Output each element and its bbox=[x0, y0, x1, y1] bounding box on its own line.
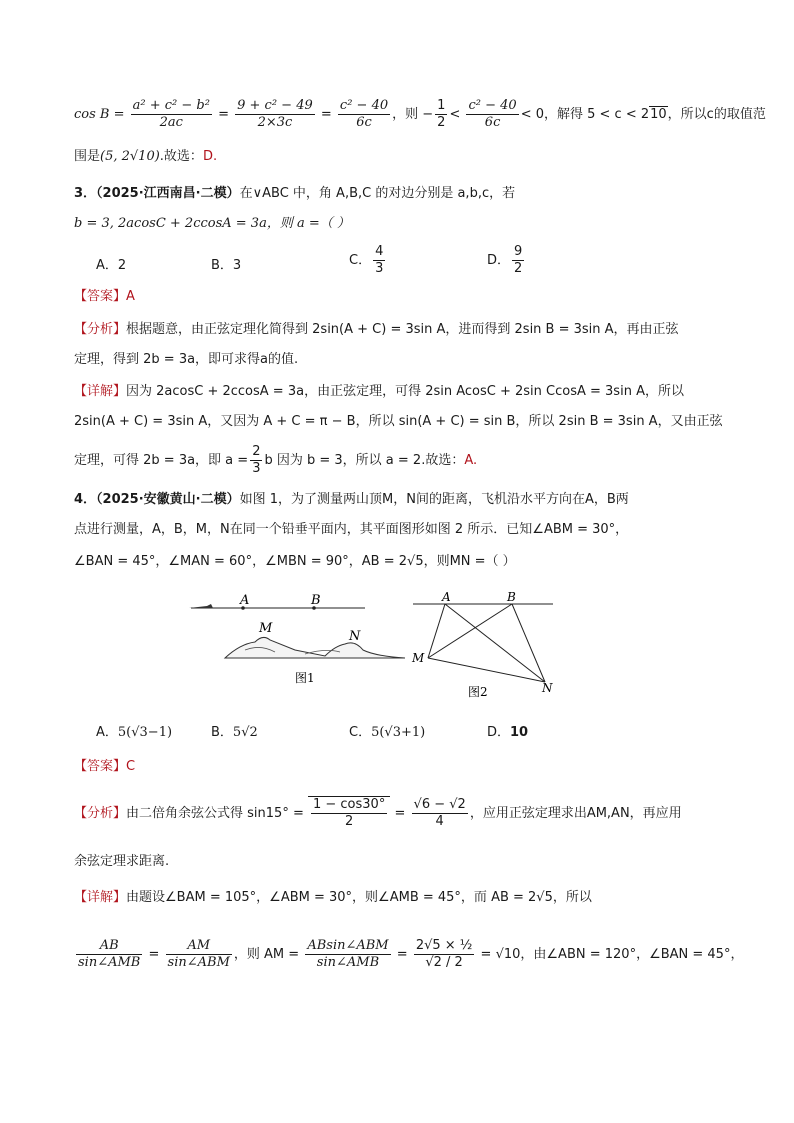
svg-text:图2: 图2 bbox=[468, 685, 488, 699]
q3-answer: 【答案】A bbox=[74, 289, 135, 304]
q4-detail-line1: 【详解】由题设∠BAM = 105°，∠ABM = 30°，则∠AMB = 45°，而 AB = 2√5，所以 bbox=[74, 890, 592, 905]
svg-text:B: B bbox=[507, 590, 516, 604]
q4-detail-line2: $\frac{AB}{\text{sin∠AMB}}$ = $\frac{AM}{\text{sin∠ABM}}$ ，则 AM = $\frac{\text{ABsin∠ABM}}{\text{sin∠AMB}}$ = $\frac{\text{2√5 × ½}}{√2 / 2}$ = √10，由∠ABN = 120°，∠BAN = 45°， bbox=[78, 938, 744, 970]
svg-text:M: M bbox=[259, 621, 273, 636]
q4-option-c[interactable]: C．5(√3+1) bbox=[349, 725, 426, 740]
q3-detail-line1: 【详解】因为 2acosC + 2ccosA = 3a，由正弦定理，可得 2sin AcosC + 2sin CcosA = 3sin A，所以 bbox=[74, 384, 684, 399]
figure-1-mountains bbox=[185, 592, 415, 692]
q3-detail-line3: 定理，可得 2b = 3a，即 a = $\frac{2}{3}$ b 因为 b = 3，所以 a = 2.故选：A. bbox=[74, 444, 478, 476]
q4-stem-line1: 4．（2025·安徽黄山·二模）如图 1，为了测量两山顶M，N间的距离，飞机沿水平方向在A，B两 bbox=[74, 492, 629, 507]
airplane-icon bbox=[189, 604, 213, 608]
q3-stem-line1: 3．（2025·江西南昌·二模）在∨ABC 中，角 A,B,C 的对边分别是 a,b,c，若 bbox=[74, 186, 516, 201]
svg-text:N: N bbox=[542, 681, 553, 695]
svg-text:N: N bbox=[349, 629, 361, 644]
q4-analysis-line1: 【分析】由二倍角余弦公式得 sin15° = $\frac{1 - \cos 30^\circ}{2}$ = $\frac{√6 - √2}{4}$ ，应用正弦定理求出AM,AN，再应用 bbox=[74, 797, 682, 829]
q4-stem-line3: ∠BAN = 45°，∠MAN = 60°，∠MBN = 90°，AB = 2√5，则MN =（ ） bbox=[74, 554, 516, 569]
fraction: $\frac{\text{9 + c² − 49}}{2\times 3c}$ bbox=[237, 98, 313, 130]
q4-option-d[interactable]: D．10 bbox=[487, 725, 529, 740]
svg-text:M: M bbox=[412, 651, 425, 665]
q3-option-b[interactable]: B．3 bbox=[211, 258, 242, 273]
fraction: $\frac{\text{c² − 40}}{6c}$ bbox=[339, 98, 389, 130]
svg-text:B: B bbox=[311, 593, 321, 608]
q3-option-c[interactable]: C． $\frac{4}{3}$ bbox=[349, 244, 384, 276]
q3-stem-line2: b = 3, 2acosC + 2ccosA = 3a，则 a =（ ） bbox=[74, 216, 350, 231]
svg-text:A: A bbox=[240, 593, 250, 608]
q3-analysis-line1: 【分析】根据题意，由正弦定理化简得到 2sin(A + C) = 3sin A，进而得到 2sin B = 3sin A，再由正弦 bbox=[74, 322, 679, 337]
svg-text:A: A bbox=[442, 590, 451, 604]
svg-text:图1: 图1 bbox=[295, 671, 315, 685]
q4-answer: 【答案】C bbox=[74, 759, 136, 774]
fraction: $\frac{\text{c² − 40}}{6c}$ bbox=[468, 98, 517, 130]
q3-option-a[interactable]: A．2 bbox=[96, 258, 127, 273]
q2-formula-line: cos B = $\frac{\text{a² + c² − b²}}{2ac}$ = $\frac{\text{9 + c² − 49}}{2\times 3c}$ = $\frac{\text{c² − 40}}{6c}$ ，则 − $\frac{1}{2}$ < $\frac{\text{c² − 40}}{6c}$ < 0，解得 5 < c < 210，所以c的取值范 bbox=[74, 98, 766, 130]
q3-analysis-line2: 定理，得到 2b = 3a，即可求得a的值. bbox=[74, 352, 299, 367]
fraction: $\frac{\text{a² + c² − b²}}{2ac}$ bbox=[132, 98, 210, 130]
q2-conclusion-line: 围是(5, 2√10).故选：D. bbox=[74, 149, 218, 164]
q3-detail-line2: 2sin(A + C) = 3sin A，又因为 A + C = π − B，所以 sin(A + C) = sin B，所以 2sin B = 3sin A，又由正弦 bbox=[74, 414, 723, 429]
q4-option-a[interactable]: A．5(√3−1) bbox=[96, 725, 173, 740]
figure-2-geometry bbox=[408, 588, 558, 700]
q4-option-b[interactable]: B．5√2 bbox=[211, 725, 258, 740]
q4-analysis-line2: 余弦定理求距离. bbox=[74, 854, 170, 869]
fraction: $\frac{1}{2}$ bbox=[437, 98, 446, 130]
q3-option-d[interactable]: D． $\frac{9}{2}$ bbox=[487, 244, 523, 276]
q4-stem-line2: 点进行测量，A，B，M，N在同一个铅垂平面内，其平面图形如图 2 所示．已知∠ABM = 30°， bbox=[74, 522, 629, 537]
